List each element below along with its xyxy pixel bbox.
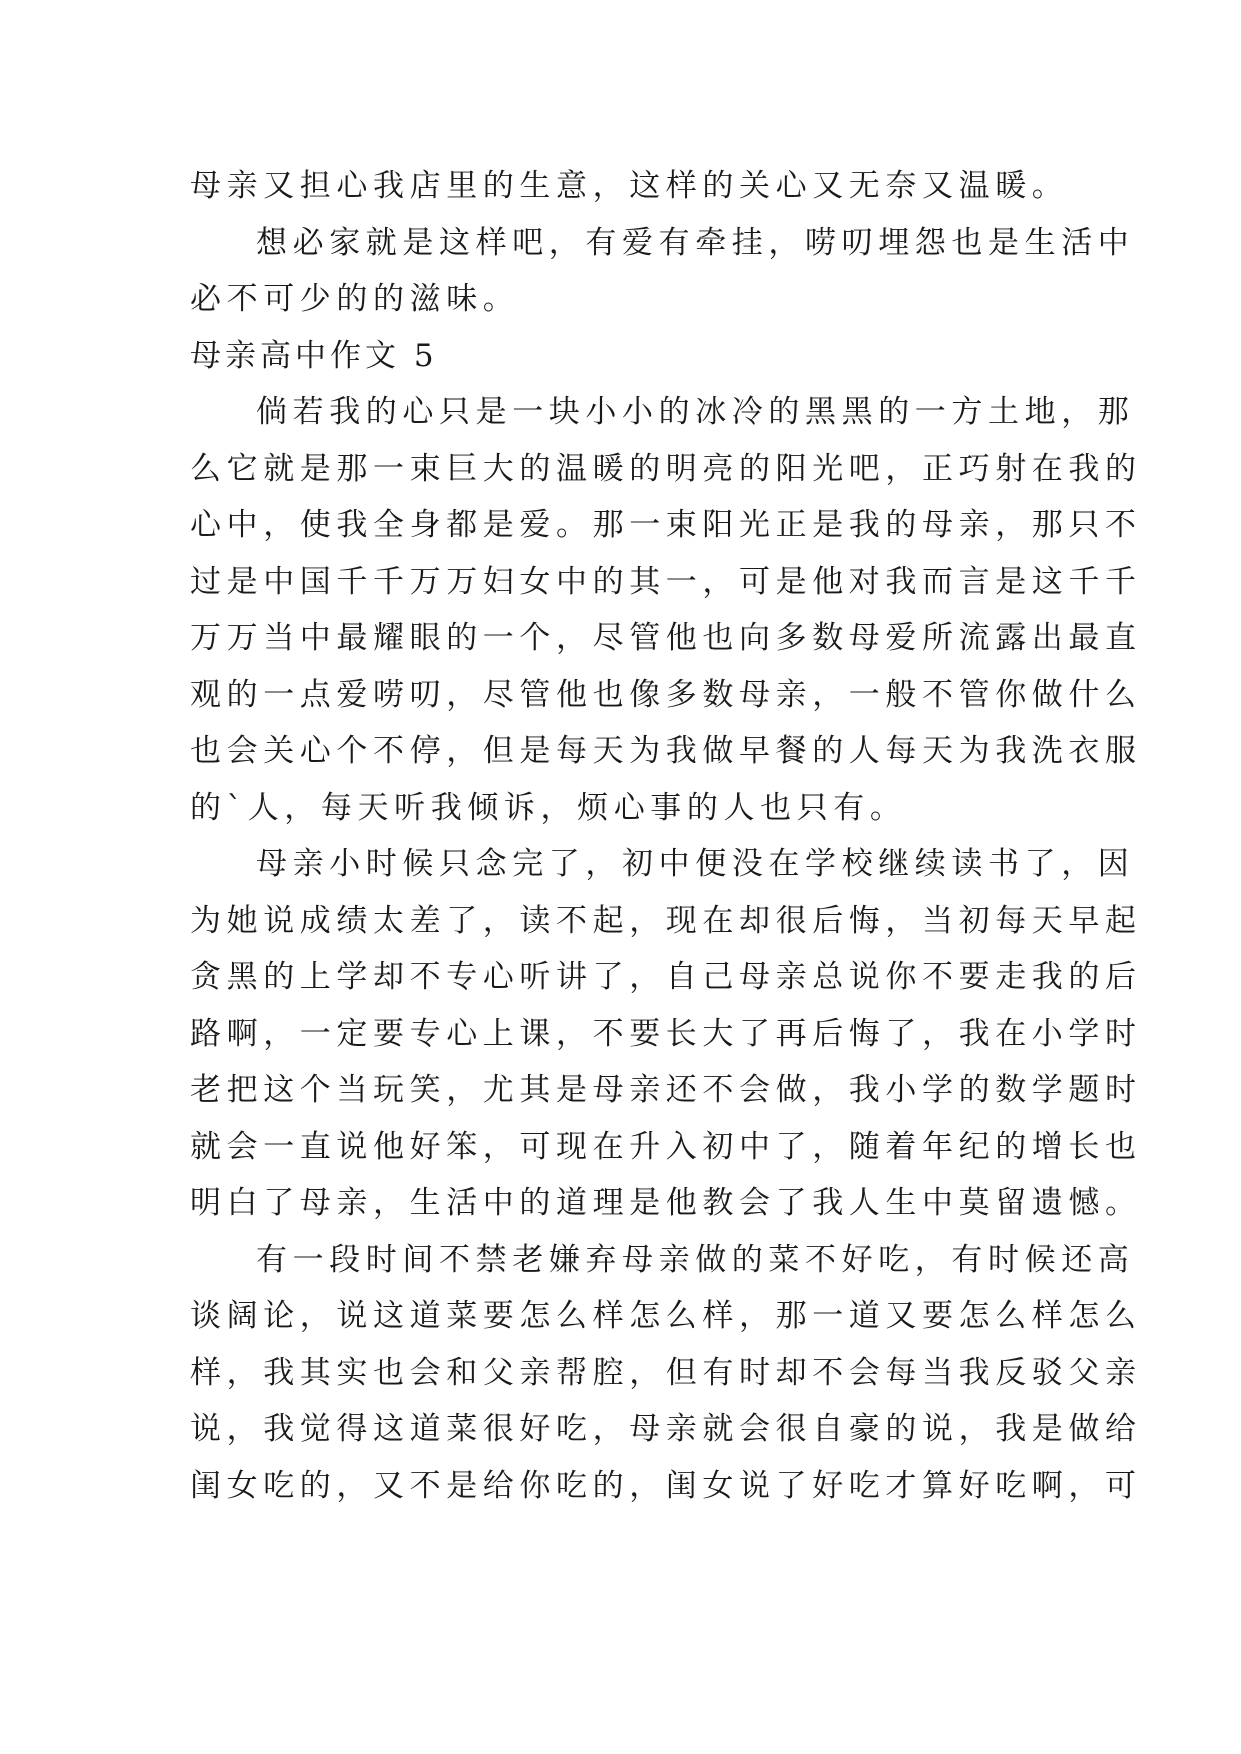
paragraph-1	[190, 158, 1069, 215]
text-line: 想必家就是这样吧，有爱有牵挂，唠叨埋怨也是生活中	[256, 224, 1135, 261]
text-line: 观的一点爱唠叨，尽管他也像多数母亲，一般不管你做什么	[190, 676, 1142, 713]
text-line: 就会一直说他好笨，可现在升入初中了，随着年纪的增长也	[190, 1128, 1142, 1165]
text-line: 的`人，每天听我倾诉，烦心事的人也只有。	[190, 789, 907, 826]
text-line: 明白了母亲，生活中的道理是他教会了我人生中莫留遗憾。	[190, 1185, 1142, 1221]
text-line: 过是中国千千万万妇女中的其一，可是他对我而言是这千千	[190, 563, 1142, 600]
text-line: 万万当中最耀眼的一个，尽管他也向多数母爱所流露出最直	[190, 620, 1142, 656]
paragraph-3	[190, 384, 1142, 836]
paragraph-5	[190, 1232, 1142, 1515]
text-line: 也会关心个不停，但是每天为我做早餐的人每天为我洗衣服	[190, 733, 1142, 769]
text-line: 老把这个当玩笑，尤其是母亲还不会做，我小学的数学题时	[190, 1072, 1142, 1108]
text-line: 有一段时间不禁老嫌弃母亲做的菜不好吃，有时候还高	[256, 1241, 1135, 1278]
text-line: 么它就是那一束巨大的温暖的明亮的阳光吧，正巧射在我的	[190, 450, 1142, 487]
text-line: 倘若我的心只是一块小小的冰冷的黑黑的一方土地，那	[256, 394, 1135, 430]
paragraph-4	[190, 836, 1142, 1232]
text-line: 说，我觉得这道菜很好吃，母亲就会很自豪的说，我是做给	[190, 1411, 1142, 1447]
document-body	[190, 158, 1142, 1514]
text-line: 母亲又担心我店里的生意，这样的关心又无奈又温暖。	[190, 168, 1069, 204]
text-line: 路啊，一定要专心上课，不要长大了再后悔了，我在小学时	[190, 1015, 1142, 1052]
text-line: 为她说成绩太差了，读不起，现在却很后悔，当初每天早起	[190, 902, 1142, 939]
section-heading: 母亲高中作文 5	[190, 337, 438, 374]
text-line: 心中，使我全身都是爱。那一束阳光正是我的母亲，那只不	[190, 507, 1142, 543]
text-line: 闺女吃的，又不是给你吃的，闺女说了好吃才算好吃啊，可	[190, 1467, 1142, 1504]
text-line: 样，我其实也会和父亲帮腔，但有时却不会每当我反驳父亲	[190, 1354, 1142, 1391]
text-line: 母亲小时候只念完了，初中便没在学校继续读书了，因	[256, 846, 1135, 882]
text-line: 谈阔论，说这道菜要怎么样怎么样，那一道又要怎么样怎么	[190, 1298, 1142, 1334]
text-line: 贪黑的上学却不专心听讲了，自己母亲总说你不要走我的后	[190, 959, 1142, 995]
text-line: 必不可少的的滋味。	[190, 281, 520, 317]
paragraph-2	[190, 215, 1135, 328]
